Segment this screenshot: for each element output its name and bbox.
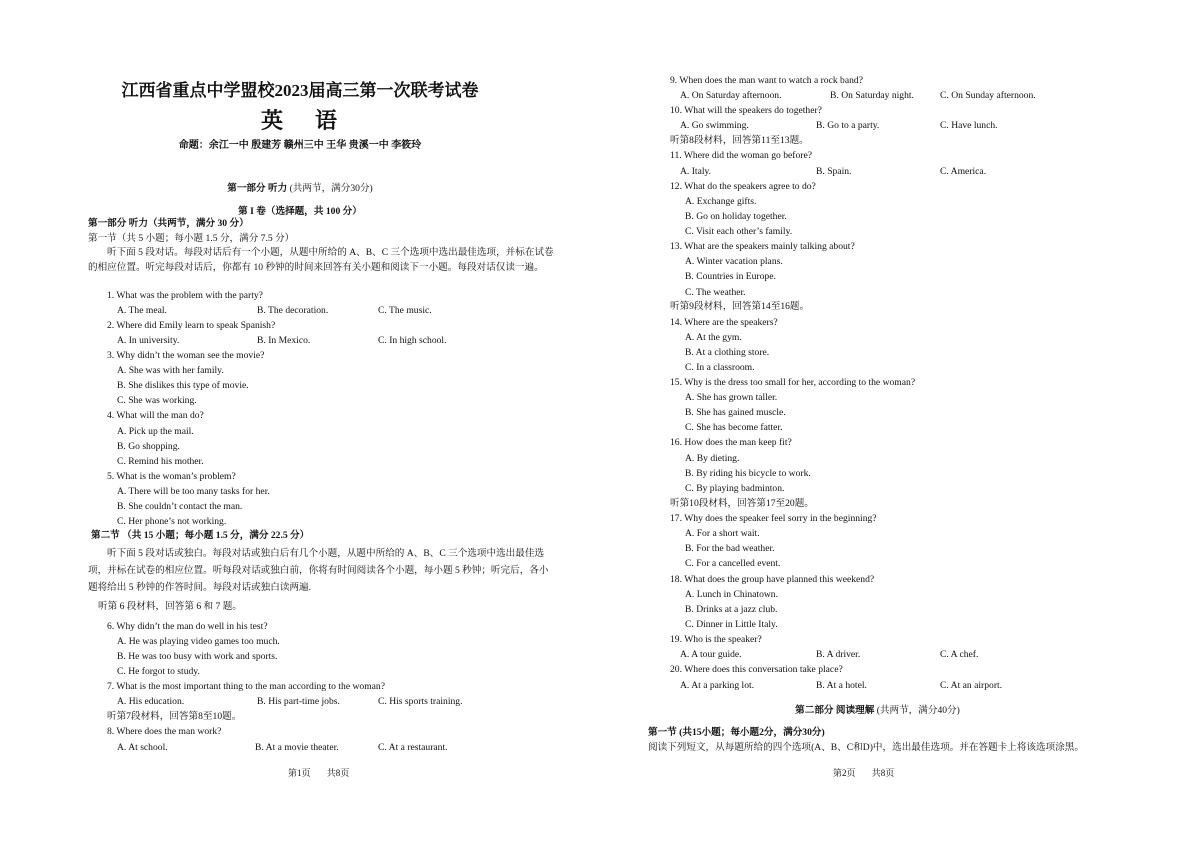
q13-option-b: B. Countries in Europe.	[685, 271, 776, 282]
q4-stem: 4. What will the man do?	[107, 410, 204, 421]
q17-option-a: A. For a short wait.	[685, 528, 760, 539]
q3-option-b: B. She dislikes this type of movie.	[117, 380, 249, 391]
part2-heading-line	[600, 702, 1155, 716]
q16-option-b: B. By riding his bicycle to work.	[685, 468, 811, 479]
subject-title: 英 语	[260, 108, 339, 133]
q4-option-a: A. Pick up the mail.	[117, 426, 194, 437]
part2-heading-note: (共两节，满分40分)	[876, 705, 960, 716]
q1-stem: 1. What was the problem with the party?	[107, 290, 263, 301]
q8-option-b: B. At a movie theater.	[255, 742, 339, 753]
q8-option-a: A. At school.	[117, 742, 168, 753]
q2-option-c: C. In high school.	[378, 335, 447, 346]
q6-option-a: A. He was playing video games too much.	[117, 636, 280, 647]
q7-option-c: C. His sports training.	[378, 696, 463, 707]
footer-page-total: 共8页	[871, 768, 895, 778]
q14-stem: 14. Where are the speakers?	[670, 317, 778, 328]
q5-option-a: A. There will be too many tasks for her.	[117, 486, 270, 497]
q6-option-c: C. He forgot to study.	[117, 666, 200, 677]
q14-option-a: A. At the gym.	[685, 332, 742, 343]
q6-option-b: B. He was too busy with work and sports.	[117, 651, 278, 662]
q20-option-c: C. At an airport.	[940, 680, 1003, 691]
footer-page-total: 共8页	[326, 768, 350, 778]
q16-option-c: C. By playing badminton.	[685, 483, 785, 494]
material-9: 听第9段材料，回答第14至16题。	[670, 301, 810, 312]
q2-option-b: B. In Mexico.	[257, 335, 311, 346]
q10-stem: 10. What will the speakers do together?	[670, 105, 822, 116]
q13-option-c: C. The weather.	[685, 287, 746, 298]
q8-option-c: C. At a restaurant.	[378, 742, 448, 753]
material-7: 听第7段材料，回答第8至10题。	[107, 711, 242, 722]
page-footer	[833, 766, 908, 779]
q9-option-c: C. On Sunday afternoon.	[940, 90, 1036, 101]
q12-option-b: B. Go on holiday together.	[685, 211, 787, 222]
q10-option-b: B. Go to a party.	[816, 120, 880, 131]
q12-option-c: C. Visit each other’s family.	[685, 226, 793, 237]
reading-section1-heading: 第一节 (共15小题；每小题2分，满分30分)	[648, 727, 825, 738]
q18-stem: 18. What does the group have planned this weekend?	[670, 574, 875, 585]
q13-stem: 13. What are the speakers mainly talking about?	[670, 241, 855, 252]
material-10: 听第10段材料，回答第17至20题。	[670, 498, 814, 509]
q19-option-c: C. A chef.	[940, 649, 979, 660]
q15-option-b: B. She has gained muscle.	[685, 407, 786, 418]
part2-heading: 第二部分 阅读理解	[795, 705, 875, 716]
authors-line: 命题：余江一中 殷建芳 赣州三中 王华 贵溪一中 李筱玲	[178, 140, 422, 151]
q14-option-c: C. In a classroom.	[685, 362, 755, 373]
q19-option-a: A. A tour guide.	[680, 649, 742, 660]
exam-page-2	[600, 0, 1200, 849]
q6-stem: 6. Why didn’t the man do well in his test?	[107, 621, 268, 632]
q17-option-b: B. For the bad weather.	[685, 543, 775, 554]
q10-option-a: A. Go swimming.	[680, 120, 749, 131]
q18-option-c: C. Dinner in Little Italy.	[685, 619, 778, 630]
q7-stem: 7. What is the most important thing to the man according to the woman?	[107, 681, 385, 692]
q13-option-a: A. Winter vacation plans.	[685, 256, 783, 267]
q1-option-a: A. The meal.	[117, 305, 167, 316]
q17-option-c: C. For a cancelled event.	[685, 558, 781, 569]
q15-stem: 15. Why is the dress too small for her, according to the woman?	[670, 377, 916, 388]
q15-option-c: C. She has become fatter.	[685, 422, 783, 433]
q19-stem: 19. Who is the speaker?	[670, 634, 762, 645]
page-footer	[288, 766, 363, 779]
q4-option-b: B. Go shopping.	[117, 441, 180, 452]
q1-option-c: C. The music.	[378, 305, 432, 316]
q18-option-b: B. Drinks at a jazz club.	[685, 604, 778, 615]
footer-page-number: 第1页	[288, 768, 311, 778]
part1-heading-line	[0, 180, 600, 194]
q2-option-a: A. In university.	[117, 335, 180, 346]
q11-option-a: A. Italy.	[680, 166, 712, 177]
q9-stem: 9. When does the man want to watch a rock band?	[670, 75, 863, 86]
section2-heading: 第二节 （共 15 小题；每小题 1.5 分，满分 22.5 分）	[91, 530, 310, 541]
material-8: 听第8段材料，回答第11至13题。	[670, 135, 809, 146]
q9-option-b: B. On Saturday night.	[830, 90, 914, 101]
q14-option-b: B. At a clothing store.	[685, 347, 770, 358]
q20-option-b: B. At a hotel.	[816, 680, 867, 691]
footer-page-number: 第2页	[833, 768, 856, 778]
q2-stem: 2. Where did Emily learn to speak Spanish?	[107, 320, 276, 331]
q5-option-b: B. She couldn’t contact the man.	[117, 501, 243, 512]
q7-option-a: A. His education.	[117, 696, 185, 707]
part1-bold-heading: 第一部分 听力（共两节，满分 30 分）	[88, 218, 249, 229]
part1-heading-note: (共两节，满分30分)	[289, 183, 373, 194]
q19-option-b: B. A driver.	[816, 649, 861, 660]
q17-stem: 17. Why does the speaker feel sorry in the beginning?	[670, 513, 877, 524]
q3-stem: 3. Why didn’t the woman see the movie?	[107, 350, 265, 361]
q3-option-a: A. She was with her family.	[117, 365, 224, 376]
q8-stem: 8. Where does the man work?	[107, 726, 222, 737]
section1-heading: 第一节（共 5 小题；每小题 1.5 分，满分 7.5 分）	[88, 233, 295, 244]
q11-option-b: B. Spain.	[816, 166, 852, 177]
q20-stem: 20. Where does this conversation take place?	[670, 664, 843, 675]
q10-option-c: C. Have lunch.	[940, 120, 998, 131]
exam-title: 江西省重点中学盟校2023届高三第一次联考试卷	[121, 81, 479, 100]
q4-option-c: C. Remind his mother.	[117, 456, 204, 467]
q12-stem: 12. What do the speakers agree to do?	[670, 181, 816, 192]
section1-instructions: 听下面 5 段对话。每段对话后有一个小题，从题中所给的 A、B、C 三个选项中选出最佳选项，并标在试卷的相应位置。听完每段对话后，你都有 10 秒钟的时间来回答有关小题和阅读下一小题。每段对话仅读一遍。	[88, 247, 554, 273]
q16-option-a: A. By dieting.	[685, 453, 740, 464]
q9-option-a: A. On Saturday afternoon.	[680, 90, 782, 101]
q12-option-a: A. Exchange gifts.	[685, 196, 757, 207]
q11-option-c: C. America.	[940, 166, 987, 177]
section2-instructions: 听下面 5 段对话或独白。每段对话或独白后有几个小题，从题中所给的 A、B、C 三个选项中选出最佳选项，并标在试卷的相应位置。听每段对话或独白前，你将有时间阅读各个小题，每小题 5 秒钟；听完后，各小题将给出 5 秒钟的作答时间。每段对话或独白读两遍.	[88, 548, 549, 593]
q18-option-a: A. Lunch in Chinatown.	[685, 589, 778, 600]
q15-option-a: A. She has grown taller.	[685, 392, 778, 403]
q1-option-b: B. The decoration.	[257, 305, 329, 316]
reading-instructions: 阅读下列短文，从每题所给的四个选项(A、B、C和D)中，选出最佳选项。并在答题卡上将该选项涂黑。	[648, 742, 1084, 753]
q5-option-c: C. Her phone’s not working.	[117, 516, 227, 527]
q5-stem: 5. What is the woman’s problem?	[107, 471, 236, 482]
material-6: 听第 6 段材料，回答第 6 和 7 题。	[98, 601, 242, 612]
volume-heading: 第 I 卷（选择题，共 100 分）	[238, 206, 362, 217]
q7-option-b: B. His part-time jobs.	[257, 696, 340, 707]
q3-option-c: C. She was working.	[117, 395, 197, 406]
q20-option-a: A. At a parking lot.	[680, 680, 755, 691]
q11-stem: 11. Where did the woman go before?	[670, 150, 812, 161]
q16-stem: 16. How does the man keep fit?	[670, 437, 792, 448]
part1-heading: 第一部分 听力	[227, 183, 288, 194]
